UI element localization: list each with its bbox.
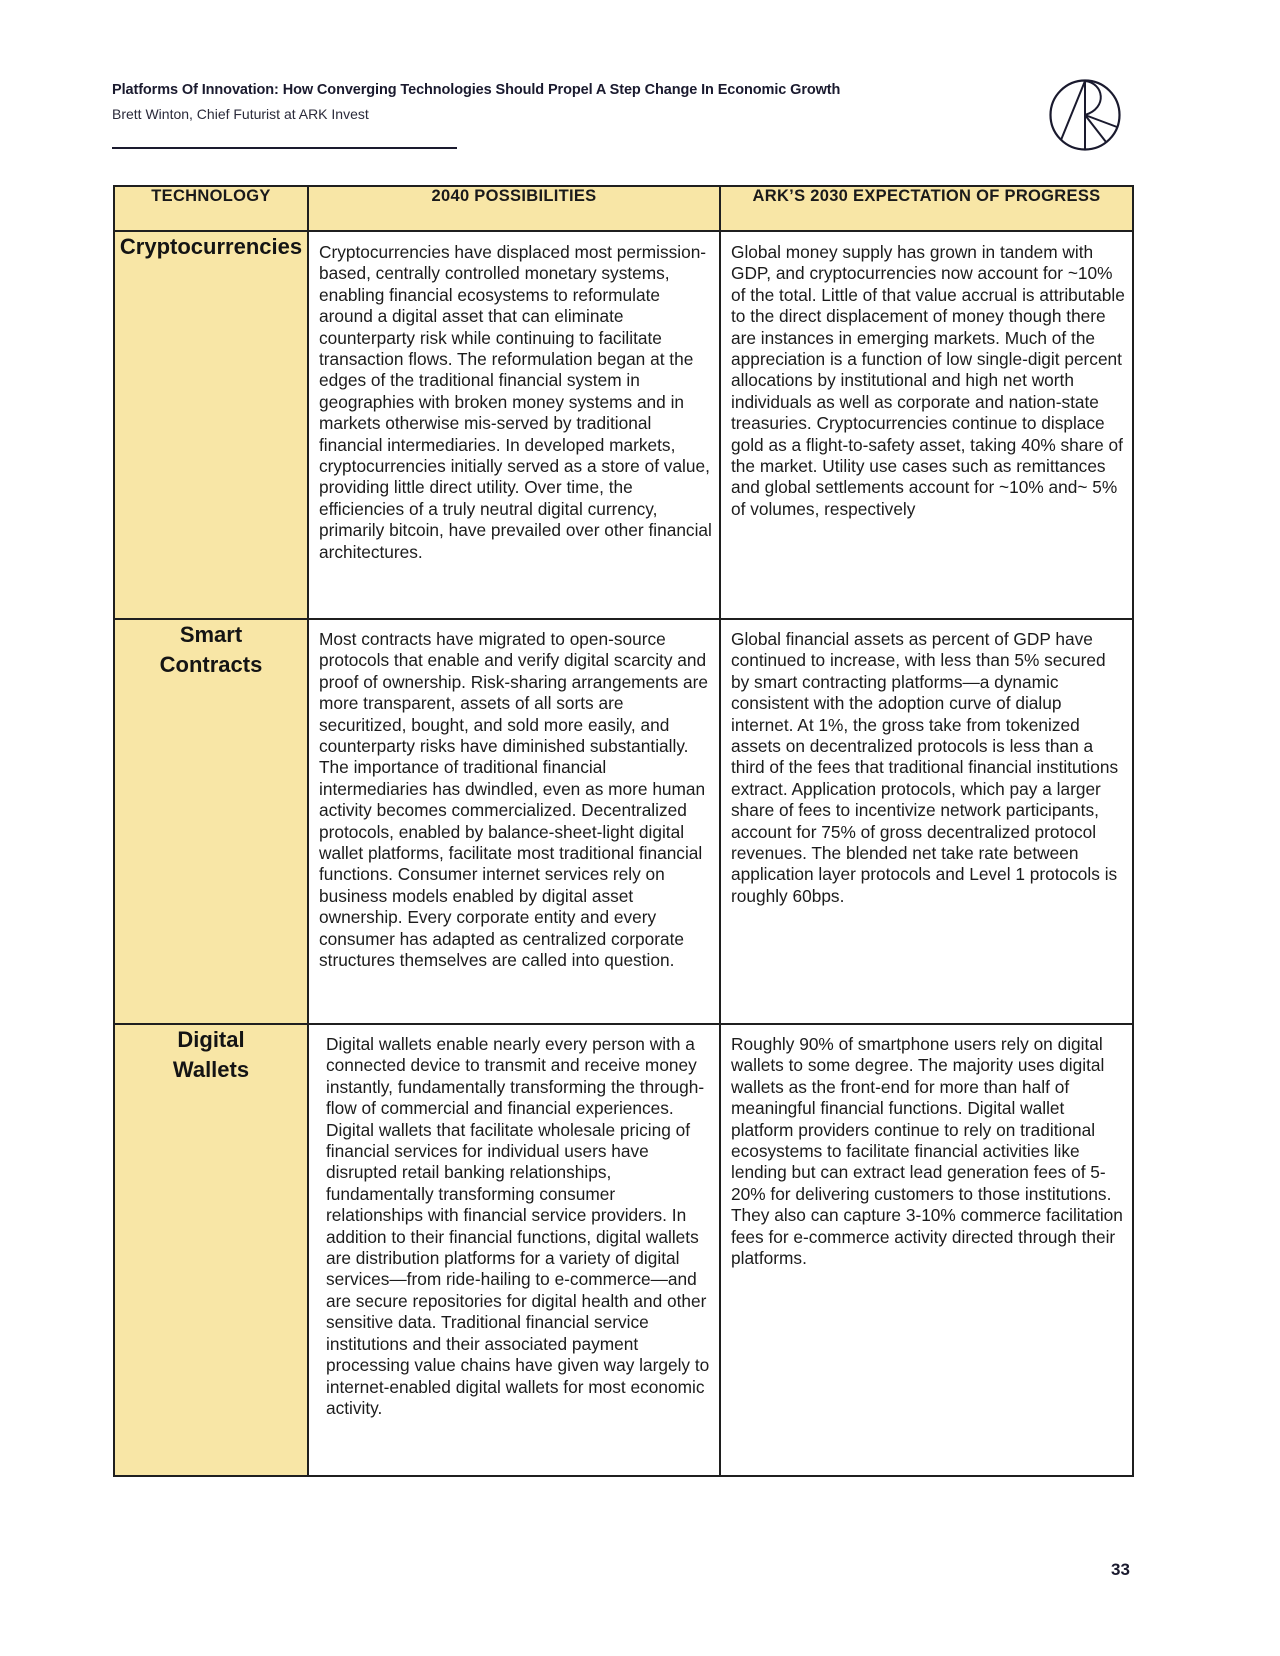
expectation-text: Roughly 90% of smartphone users rely on digital wallets to some degree. The majority uses digital wallets as the front-end for more than half of meaningful financial functions. Digital wallet platform providers continue to rely on traditional ecosystems to facilitate financial activities like lending but can extract lead generation fees of 5-20% for delivering customers to those institutions. They also can capture 3-10% commerce facilitation fees for e-commerce activity directed through their platforms. xyxy=(720,1024,1133,1476)
technology-name: Cryptocurrencies xyxy=(114,231,308,619)
expectation-text: Global financial assets as percent of GDP have continued to increase, with less than 5% secured by smart contracting platforms—a dynamic consistent with the adoption curve of dialup internet. At 1%, the gross take from tokenized assets on decentralized protocols is less than a third of the fees that traditional financial institutions extract. Application protocols, which pay a larger share of fees to incentivize network participants, account for 75% of gross decentralized protocol revenues. The blended net take rate between application layer protocols and Level 1 protocols is roughly 60bps. xyxy=(720,619,1133,1024)
document-author: Brett Winton, Chief Futurist at ARK Invest xyxy=(112,106,369,122)
technology-name: Smart Contracts xyxy=(114,619,308,1024)
table-row xyxy=(114,231,1133,619)
technology-table xyxy=(113,185,1134,1477)
page-number: 33 xyxy=(1111,1560,1130,1579)
expectation-text: Global money supply has grown in tandem with GDP, and cryptocurrencies now account for ~10% of the total. Little of that value accrual is attributable to the direct displacement of money though there are instances in emerging markets. Much of the appreciation is a function of low single-digit percent allocations by institutional and high net worth individuals as well as corporate and nation-state treasuries. Cryptocurrencies continue to displace gold as a flight-to-safety asset, taking 40% share of the market. Utility use cases such as remittances and global settlements account for ~10% and~ 5% of volumes, respectively xyxy=(720,231,1133,619)
possibilities-text: Digital wallets enable nearly every person with a connected device to transmit and receive money instantly, fundamentally transforming the through-flow of commercial and financial experiences. Digital wallets that facilitate wholesale pricing of financial services for individual users have disrupted retail banking relationships, fundamentally transforming consumer relationships with financial service providers. In addition to their financial functions, digital wallets are distribution platforms for a variety of digital services—from ride-hailing to e-commerce—and are secure repositories for digital health and other sensitive data. Traditional financial service institutions and their associated payment processing value chains have given way largely to internet-enabled digital wallets for most economic activity. xyxy=(308,1024,720,1476)
table-row xyxy=(114,619,1133,1024)
header-2040-possibilities: 2040 POSSIBILITIES xyxy=(308,186,720,231)
possibilities-text: Most contracts have migrated to open-source protocols that enable and verify digital scarcity and proof of ownership. Risk-sharing arrangements are more transparent, assets of all sorts are securitized, bought, and sold more easily, and counterparty risks have diminished substantially. The importance of traditional financial intermediaries has dwindled, even as more human activity becomes commercialized. Decentralized protocols, enabled by balance-sheet-light digital wallet platforms, facilitate most traditional financial functions. Consumer internet services rely on business models enabled by digital asset ownership. Every corporate entity and every consumer has adapted as centralized corporate structures themselves are called into question. xyxy=(308,619,720,1024)
header-2030-expectation: ARK’S 2030 EXPECTATION OF PROGRESS xyxy=(720,186,1133,231)
technology-name: Digital Wallets xyxy=(114,1024,308,1476)
document-title: Platforms Of Innovation: How Converging Technologies Should Propel A Step Change In Economic Growth xyxy=(112,82,841,98)
possibilities-text: Cryptocurrencies have displaced most permission-based, centrally controlled monetary systems, enabling financial ecosystems to reformulate around a digital asset that can eliminate counterparty risk while continuing to facilitate transaction flows. The reformulation began at the edges of the traditional financial system in geographies with broken money systems and in markets otherwise mis-served by traditional financial intermediaries. In developed markets, cryptocurrencies initially served as a store of value, providing little direct utility. Over time, the efficiencies of a truly neutral digital currency, primarily bitcoin, have prevailed over other financial architectures. xyxy=(308,231,720,619)
header-divider xyxy=(112,147,457,149)
header-technology: TECHNOLOGY xyxy=(114,186,308,231)
table-row xyxy=(114,1024,1133,1476)
table-header-row xyxy=(114,186,1133,231)
ark-invest-logo-icon xyxy=(1048,78,1122,152)
